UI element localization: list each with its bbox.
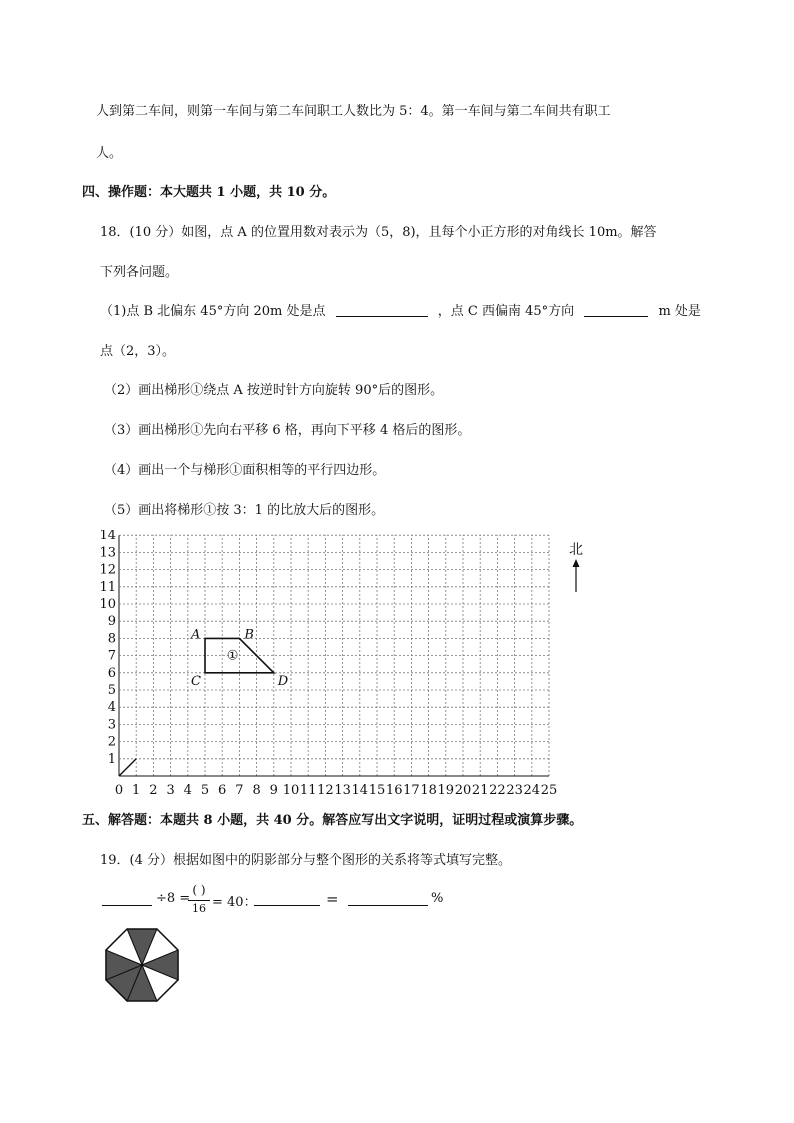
q18-answer-blank-1[interactable] — [336, 302, 428, 317]
y-axis-label: 4 — [107, 700, 116, 716]
x-axis-label: 1 — [132, 783, 141, 798]
x-axis-label: 17 — [403, 783, 420, 798]
q19-intro: 19．(4 分）根据如图中的阴影部分与整个图形的关系将等式填写完整。 — [100, 853, 512, 868]
continuation-line-1: 人到第二车间，则第一车间与第二车间职工人数比为 5：4。第一车间与第二车间共有职工 — [96, 104, 611, 119]
y-axis-label: 5 — [107, 683, 116, 698]
y-axis-label: 1 — [107, 751, 116, 767]
point-label-c: C — [191, 673, 201, 689]
coordinate-grid — [95, 530, 625, 800]
x-axis-label: 8 — [252, 783, 261, 798]
point-label-b: B — [244, 627, 254, 643]
q19-fraction-bar — [188, 900, 210, 901]
q18-part1-text-a: （1)点 B 北偏东 45°方向 20m 处是点 — [100, 304, 326, 319]
x-axis-label: 15 — [368, 783, 386, 798]
x-axis-label: 4 — [183, 783, 192, 798]
x-axis-label: 21 — [471, 783, 489, 798]
q18-intro-line-2: 下列各问题。 — [100, 265, 179, 280]
y-axis-label: 7 — [107, 648, 116, 664]
x-axis-label: 11 — [299, 783, 317, 798]
north-arrow-icon — [573, 559, 580, 567]
y-axis-label: 8 — [107, 631, 116, 647]
q19-blank-percent[interactable] — [348, 891, 428, 906]
diagonal-segment — [119, 759, 136, 776]
x-axis-label: 24 — [523, 783, 541, 798]
x-axis-label: 19 — [437, 783, 455, 798]
q18-answer-blank-2[interactable] — [584, 302, 648, 317]
q19-equation — [102, 885, 502, 925]
q19-fraction-denominator: 16 — [192, 902, 206, 915]
section4-heading: 四、操作题：本大题共 1 小题，共 10 分。 — [82, 185, 336, 200]
y-axis-label: 13 — [99, 545, 116, 561]
x-axis-label: 2 — [149, 783, 158, 798]
x-axis-label: 14 — [351, 783, 369, 798]
q18-part5: （5）画出将梯形①按 3：1 的比放大后的图形。 — [104, 503, 385, 518]
x-axis-label: 13 — [334, 783, 351, 798]
y-axis-label: 2 — [107, 734, 116, 750]
y-axis-label: 12 — [99, 562, 116, 578]
q18-part3: （3）画出梯形①先向右平移 6 格，再向下平移 4 格后的图形。 — [104, 423, 471, 438]
q19-blank-dividend[interactable] — [102, 891, 152, 906]
continuation-line-2: 人。 — [96, 146, 123, 161]
x-axis-label: 10 — [282, 783, 300, 798]
x-axis-label: 7 — [235, 783, 244, 798]
q18-part2: （2）画出梯形①绕点 A 按逆时针方向旋转 90°后的图形。 — [104, 383, 444, 398]
y-axis-label: 14 — [99, 530, 116, 544]
q18-part1 — [100, 302, 701, 321]
trapezoid-label: ① — [226, 648, 239, 664]
x-axis-label: 12 — [317, 783, 334, 798]
q18-part1-text-c: m 处是 — [658, 304, 701, 319]
point-label-d: D — [277, 673, 289, 689]
section5-heading: 五、解答题：本题共 8 小题，共 40 分。解答应写出文字说明，证明过程或演算步骤。 — [82, 813, 583, 828]
q19-div8: ÷8 = — [156, 891, 191, 906]
x-axis-label: 18 — [420, 783, 437, 798]
x-axis-label: 5 — [200, 783, 210, 798]
y-axis-label: 10 — [99, 597, 116, 612]
y-axis-label: 6 — [107, 665, 116, 681]
x-axis-label: 0 — [114, 783, 124, 798]
point-label-a: A — [191, 627, 201, 643]
shaded-octagon-figure — [102, 925, 182, 1005]
q18-intro-line-1: 18．(10 分）如图，点 A 的位置用数对表示为（5，8)，且每个小正方形的对角线长 10m。解答 — [100, 225, 657, 240]
y-axis-label: 3 — [107, 717, 116, 733]
x-axis-label: 23 — [506, 783, 523, 798]
x-axis-label: 25 — [540, 783, 558, 798]
x-axis-label: 3 — [166, 783, 175, 798]
y-axis-label: 11 — [99, 579, 116, 595]
y-axis-label: 9 — [107, 614, 116, 630]
x-axis-label: 9 — [269, 783, 278, 798]
q19-equals-sign: = — [326, 890, 339, 908]
q19-eq40: = 40： — [212, 895, 257, 910]
q19-blank-ratio[interactable] — [254, 891, 320, 906]
q18-part4: （4）画出一个与梯形①面积相等的平行四边形。 — [104, 463, 386, 478]
x-axis-label: 20 — [454, 783, 472, 798]
q18-part1-cont: 点（2，3）。 — [100, 344, 176, 359]
x-axis-label: 22 — [489, 783, 506, 798]
q19-percent-sign: % — [431, 891, 444, 906]
x-axis-label: 16 — [385, 783, 403, 798]
x-axis-label: 6 — [218, 783, 227, 798]
q18-part1-text-b: ，点 C 西偏南 45°方向 — [437, 304, 575, 319]
north-label: 北 — [569, 542, 583, 558]
q19-fraction-numerator[interactable]: ( ) — [192, 883, 206, 897]
